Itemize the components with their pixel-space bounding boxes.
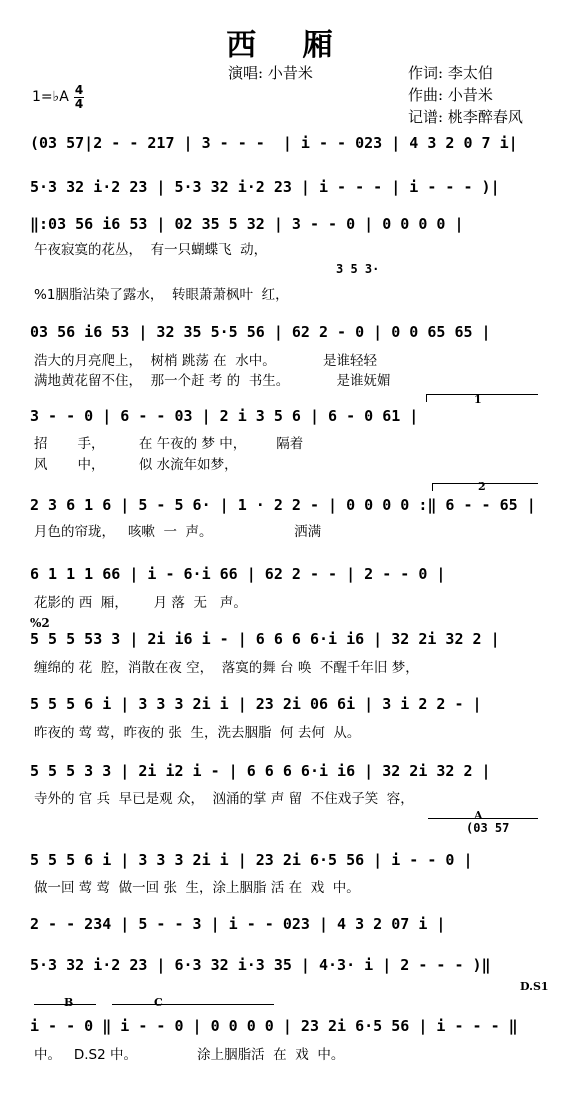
notation-line-13: 5·3 32 i·2 23 | 6·3 32 i·3 35 | 4·3· i | 2 - - - )‖ [30,956,491,974]
lyric-line-4b: 满地黄花留不住， 那一个赶 考 的 书生。 是谁妩媚 [34,373,391,389]
notation-line-2: 5·3 32 i·2 23 | 5·3 32 i·2 23 | i - - - | i - - - )| [30,178,500,196]
coda-c-label: C [154,996,163,1009]
segno-2-mark: %2 [30,616,50,630]
lyric-line-7: 花影的 西 厢， 月 落 无 声。 [34,595,247,611]
volta-1-bracket [426,394,538,395]
lyric-line-8: 缠绵的 花 腔，消散在夜 空， 落寞的舞 台 唤 不醒千年旧 梦， [34,660,419,676]
coda-b-label: B [64,996,74,1009]
time-bottom: 4 [74,97,84,111]
notation-line-11: 5 5 5 6 i | 3 3 3 2i i | 23 2i 6·5 56 | i - - 0 | [30,851,473,869]
coda-a-label: A [474,809,483,822]
notation-line-10: 5 5 5 3 3 | 2i i2 i - | 6 6 6 6·i i6 | 32 2i 32 2 | [30,762,491,780]
volta-2-hook [432,483,433,491]
notation-line-7: 6 1 1 1 66 | i - 6·i 66 | 62 2 - - | 2 - - 0 | [30,565,446,583]
notation-line-6: 2 3 6 1 6 | 5 - 5 6· | 1 · 2 2 - | 0 0 0 0 :‖ 6 - - 65 | [30,496,536,514]
lyric-line-11: 做一回 莺 莺 做一回 张 生，涂上胭脂 活 在 戏 中。 [34,880,360,896]
lyricist-credit: 作词: 李太伯 [408,64,493,82]
song-title: 西 厢 [226,28,351,63]
coda-a-bracket [428,818,538,819]
lyric-line-5a: 招 手， 在 午夜的 梦 中， 隔着 [34,436,304,452]
coda-c-bracket [112,1004,274,1005]
lyric-line-10: 寺外的 官 兵 早已是观 众， 汹涌的掌 声 留 不住戏子笑 容， [34,791,414,807]
lyric-line-9: 昨夜的 莺 莺，昨夜的 张 生，洗去胭脂 何 去何 从。 [34,725,361,741]
volta-2-label: 2 [478,480,486,493]
notation-line-9: 5 5 5 6 i | 3 3 3 2i i | 23 2i 06 6i | 3 i 2 2 - | [30,695,482,713]
lyric-line-3b: %1胭脂沾染了露水， 转眼萧萧枫叶 红， [34,287,289,303]
time-signature [74,85,84,110]
notation-above-11: (03 57 [466,821,510,835]
composer-credit: 作曲: 小昔米 [408,86,493,104]
notation-line-3: ‖:03 56 i6 53 | 02 35 5 32 | 3 - - 0 | 0 0 0 0 | [30,215,464,233]
notation-above-3: 3 5 3· [336,262,380,276]
notation-line-12: 2 - - 234 | 5 - - 3 | i - - 023 | 4 3 2 07 i | [30,915,446,933]
notation-line-5: 3 - - 0 | 6 - - 03 | 2 i 3 5 6 | 6 - 0 61 | [30,407,419,425]
lyric-line-3a: 午夜寂寞的花丛， 有一只蝴蝶飞 动， [34,242,268,258]
notation-line-14: i - - 0 ‖ i - - 0 | 0 0 0 0 | 23 2i 6·5 56 | i - - - ‖ [30,1017,518,1035]
lyric-line-5b: 风 中， 似 水流年如梦， [34,457,238,473]
volta-1-label: 1 [474,393,482,406]
lyric-line-14: 中。 D.S2 中。 涂上胭脂活 在 戏 中。 [34,1047,345,1063]
key-signature: 1=♭A [32,89,69,105]
time-top: 4 [74,83,84,97]
notation-line-4: 03 56 i6 53 | 32 35 5·5 56 | 62 2 - 0 | 0 0 65 65 | [30,323,491,341]
notation-line-8: 5 5 5 53 3 | 2i i6 i - | 6 6 6 6·i i6 | 32 2i 32 2 | [30,630,500,648]
transcriber-credit: 记谱: 桃李醉春风 [408,108,523,126]
volta-1-hook [426,394,427,402]
singer-credit: 演唱: 小昔米 [228,64,313,82]
notation-line-1: (03 57|2 - - 217 | 3 - - - | i - - 023 | 4 3 2 0 7 i| [30,134,518,152]
lyric-line-4a: 浩大的月亮爬上， 树梢 跳荡 在 水中。 是谁轻轻 [34,353,377,369]
ds1-mark: D.S1 [520,980,549,993]
lyric-line-6: 月色的帘珑， 咳嗽 一 声。 洒满 [34,524,322,540]
